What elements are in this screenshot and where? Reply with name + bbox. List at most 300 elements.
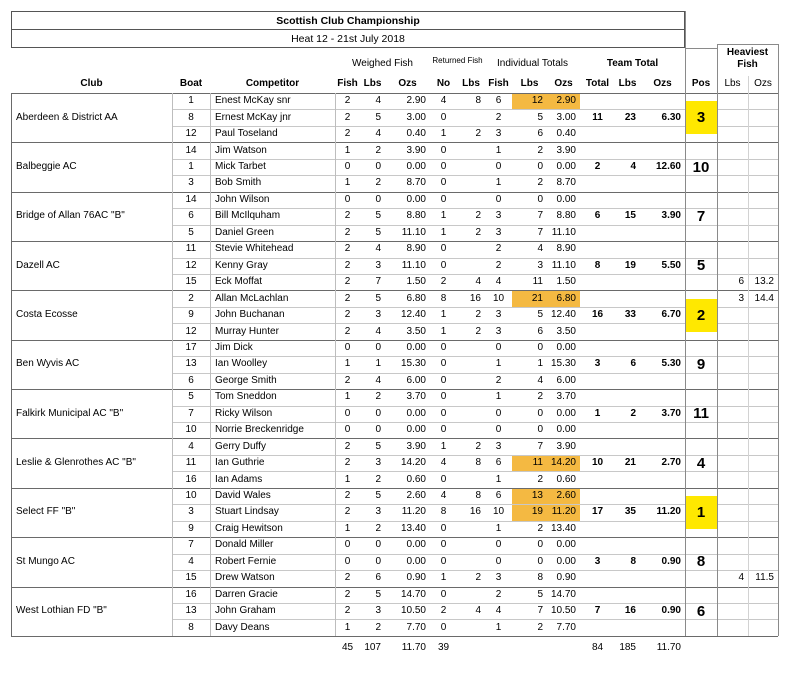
individual-ozs: 6.80 <box>547 290 580 306</box>
club-position: 9 <box>696 355 706 373</box>
weighed-ozs: 8.80 <box>406 210 426 222</box>
header-team-ozs: Ozs <box>653 78 672 89</box>
returned-lbs <box>457 619 485 635</box>
boat-number: 11 <box>185 243 197 255</box>
weighed-ozs: 8.70 <box>406 177 426 189</box>
returned-lbs: 8 <box>475 457 481 469</box>
individual-ozs: 0.00 <box>556 539 576 551</box>
individual-ozs: 12.40 <box>550 309 576 321</box>
heaviest-fish-ozs <box>748 504 778 520</box>
club-position: 4 <box>696 454 706 472</box>
header-weighed-fish: Weighed Fish <box>352 58 413 69</box>
weighed-ozs: 2.90 <box>406 95 426 107</box>
team-total-ozs: 0.90 <box>661 555 681 567</box>
weighed-ozs: 0.00 <box>406 407 426 419</box>
returned-lbs <box>457 422 485 438</box>
heaviest-fish-ozs <box>748 619 778 635</box>
heaviest-fish-lbs <box>717 521 748 537</box>
individual-ozs: 8.70 <box>556 177 576 189</box>
team-total-fish: 11 <box>592 111 603 123</box>
returned-fish-count: 0 <box>440 555 447 567</box>
individual-ozs: 11.10 <box>551 259 576 271</box>
individual-fish-count: 6 <box>495 490 502 502</box>
weighed-lbs: 5 <box>375 226 381 238</box>
pos-right-border <box>717 44 718 636</box>
returned-lbs: 8 <box>475 490 481 502</box>
heaviest-fish-lbs <box>717 504 748 520</box>
competitor-name: John Buchanan <box>215 309 285 321</box>
competitor-name: Donald Miller <box>215 539 274 551</box>
heaviest-fish-ozs <box>748 603 778 619</box>
weighed-ozs: 3.50 <box>406 325 426 337</box>
weighed-lbs: 2 <box>375 473 381 485</box>
individual-lbs: 11 <box>532 276 543 288</box>
weighed-lbs: 5 <box>375 111 381 123</box>
header-team-total: Team Total <box>606 58 659 69</box>
individual-lbs: 5 <box>537 111 543 123</box>
heaviest-fish-lbs <box>717 373 748 389</box>
weighed-fish-count: 1 <box>344 177 351 189</box>
boat-number: 12 <box>185 128 197 140</box>
total-returned-fish: 39 <box>437 642 450 653</box>
individual-lbs: 4 <box>537 243 543 255</box>
club-group-divider <box>11 488 778 489</box>
column-divider <box>172 93 173 636</box>
individual-ozs: 8.90 <box>556 243 576 255</box>
individual-lbs: 5 <box>537 309 543 321</box>
returned-lbs: 2 <box>475 226 481 238</box>
team-total-ozs: 0.90 <box>661 605 681 617</box>
individual-fish-count: 0 <box>495 407 502 419</box>
weighed-lbs: 4 <box>375 325 381 337</box>
competitor-name: Murray Hunter <box>215 325 279 337</box>
heaviest-fish-lbs <box>717 307 748 323</box>
club-group-divider <box>11 93 778 94</box>
club-position: 2 <box>685 299 717 332</box>
heaviest-fish-ozs <box>748 340 778 356</box>
heaviest-fish-lbs <box>717 225 748 241</box>
individual-lbs: 3 <box>537 259 543 271</box>
individual-ozs: 14.20 <box>547 455 580 471</box>
individual-lbs: 7 <box>537 605 543 617</box>
boat-number: 5 <box>188 226 194 238</box>
individual-ozs: 8.80 <box>556 210 576 222</box>
weighed-lbs: 3 <box>375 506 381 518</box>
heaviest-fish-lbs <box>717 356 748 372</box>
boat-number: 3 <box>188 506 194 518</box>
individual-fish-count: 1 <box>495 473 502 485</box>
weighed-ozs: 6.00 <box>406 374 426 386</box>
returned-lbs: 16 <box>469 292 481 304</box>
club-position: 6 <box>696 602 706 620</box>
returned-fish-count: 4 <box>440 457 447 469</box>
club-position: 11 <box>693 405 709 423</box>
returned-lbs: 16 <box>469 506 481 518</box>
heaviest-fish-ozs: 11.5 <box>755 572 774 584</box>
weighed-lbs: 4 <box>375 128 381 140</box>
heaviest-fish-lbs <box>717 93 748 109</box>
returned-fish-count: 4 <box>440 490 447 502</box>
weighed-fish-count: 2 <box>344 95 351 107</box>
weighed-ozs: 11.10 <box>401 226 426 238</box>
header-h-lbs: Lbs <box>724 78 741 89</box>
boat-number: 1 <box>188 95 194 107</box>
club-name: Dazell AC <box>16 259 60 271</box>
heaviest-fish-lbs: 4 <box>738 572 744 584</box>
individual-ozs: 2.60 <box>547 488 580 504</box>
competitor-name: Allan McLachlan <box>215 292 289 304</box>
heaviest-fish-ozs <box>748 422 778 438</box>
heaviest-fish-lbs <box>717 159 748 175</box>
header-w-lbs: Lbs <box>363 78 382 89</box>
returned-fish-count: 0 <box>440 161 447 173</box>
returned-fish-count: 0 <box>440 193 447 205</box>
weighed-lbs: 0 <box>375 539 381 551</box>
club-name: Falkirk Municipal AC "B" <box>16 407 124 419</box>
competitor-name: Jim Watson <box>215 144 267 156</box>
individual-lbs: 2 <box>537 522 543 534</box>
header-team-total-count: Total <box>585 78 610 89</box>
total-team-ozs: 11.70 <box>656 642 681 653</box>
boat-number: 4 <box>188 555 194 567</box>
returned-fish-count: 0 <box>440 177 447 189</box>
individual-ozs: 0.00 <box>556 555 576 567</box>
boat-number: 12 <box>185 259 197 271</box>
heaviest-fish-lbs <box>717 422 748 438</box>
returned-fish-count: 0 <box>440 358 447 370</box>
weighed-fish-count: 1 <box>344 621 351 633</box>
weighed-fish-count: 2 <box>344 128 351 140</box>
returned-lbs <box>457 406 485 422</box>
returned-lbs: 2 <box>475 572 481 584</box>
team-total-ozs: 3.90 <box>661 210 681 222</box>
returned-fish-count: 8 <box>440 506 447 518</box>
competitor-name: George Smith <box>215 374 277 386</box>
returned-fish-count: 1 <box>440 440 447 452</box>
individual-lbs: 7 <box>537 440 543 452</box>
club-position: 8 <box>696 553 706 571</box>
club-position: 10 <box>692 158 710 176</box>
returned-lbs: 2 <box>475 309 481 321</box>
total-weighed-lbs: 107 <box>364 642 381 653</box>
heaviest-fish-lbs <box>717 619 748 635</box>
weighed-lbs: 4 <box>375 374 381 386</box>
competitor-name: Daniel Green <box>215 226 274 238</box>
weighed-fish-count: 2 <box>344 210 351 222</box>
returned-lbs <box>457 109 485 125</box>
individual-lbs: 0 <box>537 407 543 419</box>
heaviest-fish-ozs <box>748 373 778 389</box>
returned-fish-count: 0 <box>440 243 447 255</box>
returned-lbs <box>457 373 485 389</box>
team-total-ozs: 6.70 <box>661 309 681 321</box>
heaviest-fish-ozs <box>748 488 778 504</box>
individual-fish-count: 2 <box>495 259 502 271</box>
returned-lbs: 4 <box>475 276 481 288</box>
competitor-name: David Wales <box>215 490 271 502</box>
weighed-fish-count: 2 <box>344 226 351 238</box>
club-name: Leslie & Glenrothes AC "B" <box>16 457 136 469</box>
heaviest-fish-lbs <box>717 389 748 405</box>
table-bottom-border <box>11 636 778 637</box>
weighed-ozs: 3.70 <box>406 391 426 403</box>
table-left-border <box>11 93 12 636</box>
weighed-lbs: 2 <box>375 144 381 156</box>
boat-number: 16 <box>185 588 197 600</box>
club-position: 1 <box>685 496 717 529</box>
individual-lbs: 0 <box>537 555 543 567</box>
individual-lbs: 7 <box>537 210 543 222</box>
weighed-fish-count: 0 <box>344 341 351 353</box>
individual-fish-count: 2 <box>495 588 502 600</box>
header-heaviest-fish: Heaviest Fish <box>726 46 769 70</box>
club-position: 5 <box>696 257 706 275</box>
team-total-fish: 8 <box>594 259 601 271</box>
weighed-fish-count: 1 <box>344 358 351 370</box>
boat-number: 13 <box>185 358 197 370</box>
header-individual-totals: Individual Totals <box>497 58 568 69</box>
individual-lbs: 0 <box>537 539 543 551</box>
boat-number: 12 <box>185 325 197 337</box>
returned-lbs <box>457 471 485 487</box>
heaviest-fish-ozs: 13.2 <box>754 276 774 288</box>
team-total-lbs: 33 <box>624 309 636 321</box>
pos-header-top <box>685 48 717 49</box>
individual-lbs: 0 <box>537 341 543 353</box>
heaviest-fish-ozs: 14.4 <box>754 292 774 304</box>
competitor-name: Bill McIlquham <box>215 210 281 222</box>
weighed-ozs: 0.00 <box>406 193 426 205</box>
competitor-name: Darren Gracie <box>215 588 278 600</box>
individual-ozs: 10.50 <box>550 605 576 617</box>
individual-lbs: 21 <box>512 290 547 306</box>
returned-lbs <box>457 389 485 405</box>
weighed-lbs: 4 <box>375 95 381 107</box>
returned-fish-count: 0 <box>440 588 447 600</box>
competitor-name: John Wilson <box>215 193 270 205</box>
individual-ozs: 11.10 <box>551 226 576 238</box>
weighed-lbs: 3 <box>375 309 381 321</box>
boat-number: 17 <box>185 341 197 353</box>
heaviest-fish-ozs <box>748 126 778 142</box>
individual-ozs: 7.70 <box>556 621 576 633</box>
returned-fish-count: 2 <box>440 605 447 617</box>
club-group-divider <box>11 192 778 193</box>
individual-fish-count: 1 <box>495 391 502 403</box>
header-returned-fish: Returned Fish <box>432 56 483 66</box>
individual-lbs: 0 <box>537 161 543 173</box>
team-total-lbs: 2 <box>630 407 636 419</box>
individual-lbs: 19 <box>512 504 547 520</box>
heaviest-fish-lbs <box>717 438 748 454</box>
individual-lbs: 2 <box>537 177 543 189</box>
individual-ozs: 15.30 <box>550 358 576 370</box>
header-h-ozs: Ozs <box>754 78 772 89</box>
weighed-lbs: 0 <box>375 341 381 353</box>
weighed-fish-count: 1 <box>344 144 351 156</box>
individual-lbs: 6 <box>537 128 543 140</box>
returned-lbs: 4 <box>475 605 481 617</box>
individual-lbs: 1 <box>537 358 543 370</box>
team-total-ozs: 6.30 <box>661 111 681 123</box>
individual-fish-count: 6 <box>495 95 502 107</box>
header-r-lbs: Lbs <box>462 78 480 89</box>
individual-ozs: 3.90 <box>556 144 576 156</box>
boat-number: 14 <box>185 144 197 156</box>
returned-fish-count: 4 <box>440 95 447 107</box>
team-total-fish: 7 <box>594 605 601 617</box>
boat-number: 9 <box>188 522 194 534</box>
returned-lbs: 2 <box>475 128 481 140</box>
total-team-lbs: 185 <box>619 642 636 653</box>
individual-fish-count: 1 <box>495 522 502 534</box>
individual-fish-count: 10 <box>492 506 505 518</box>
competitor-name: Ian Adams <box>215 473 263 485</box>
weighed-lbs: 5 <box>375 292 381 304</box>
returned-lbs: 2 <box>475 325 481 337</box>
individual-lbs: 13 <box>512 488 547 504</box>
weighed-fish-count: 2 <box>344 457 351 469</box>
returned-fish-count: 0 <box>440 473 447 485</box>
individual-fish-count: 1 <box>495 177 502 189</box>
heaviest-fish-ozs <box>748 406 778 422</box>
individual-lbs: 2 <box>537 144 543 156</box>
returned-fish-count: 1 <box>440 210 447 222</box>
club-name: Aberdeen & District AA <box>16 111 118 123</box>
competitor-name: Craig Hewitson <box>215 522 283 534</box>
team-total-ozs: 11.20 <box>656 506 681 518</box>
weighed-ozs: 14.70 <box>400 588 426 600</box>
boat-number: 16 <box>185 473 197 485</box>
heaviest-fish-lbs <box>717 603 748 619</box>
header-i-ozs: Ozs <box>554 78 573 89</box>
individual-ozs: 3.70 <box>556 391 576 403</box>
individual-fish-count: 1 <box>495 144 502 156</box>
individual-ozs: 0.40 <box>556 128 576 140</box>
heaviest-top-border <box>717 44 778 45</box>
club-name: Select FF "B" <box>16 506 76 518</box>
club-group-divider <box>11 142 778 143</box>
weighed-fish-count: 0 <box>344 555 351 567</box>
individual-ozs: 6.00 <box>556 374 576 386</box>
individual-lbs: 0 <box>537 193 543 205</box>
weighed-fish-count: 1 <box>344 391 351 403</box>
competitor-name: Davy Deans <box>215 621 270 633</box>
individual-fish-count: 6 <box>495 457 502 469</box>
weighed-ozs: 0.90 <box>406 572 426 584</box>
boat-number: 3 <box>188 177 194 189</box>
boat-number: 4 <box>188 440 194 452</box>
team-total-lbs: 8 <box>630 555 636 567</box>
club-group-divider <box>11 587 778 588</box>
weighed-fish-count: 2 <box>344 572 351 584</box>
individual-fish-count: 3 <box>495 309 502 321</box>
team-total-lbs: 21 <box>624 457 636 469</box>
weighed-fish-count: 0 <box>344 193 351 205</box>
weighed-lbs: 5 <box>375 490 381 502</box>
individual-fish-count: 0 <box>495 193 502 205</box>
club-name: Costa Ecosse <box>16 309 78 321</box>
heaviest-fish-ozs <box>748 225 778 241</box>
returned-lbs <box>457 142 485 158</box>
individual-fish-count: 0 <box>495 539 502 551</box>
heaviest-fish-lbs <box>717 208 748 224</box>
weighed-ozs: 0.00 <box>406 539 426 551</box>
team-total-fish: 6 <box>594 210 601 222</box>
sheet-subtitle: Heat 12 - 21st July 2018 <box>11 30 685 48</box>
weighed-lbs: 2 <box>375 522 381 534</box>
club-name: Balbeggie AC <box>16 161 77 173</box>
team-total-ozs: 5.50 <box>661 259 681 271</box>
weighed-lbs: 2 <box>375 177 381 189</box>
competitor-name: Tom Sneddon <box>215 391 277 403</box>
weighed-ozs: 6.80 <box>406 292 426 304</box>
weighed-fish-count: 0 <box>344 161 351 173</box>
returned-lbs: 8 <box>475 95 481 107</box>
club-name: Ben Wyvis AC <box>16 358 80 370</box>
weighed-ozs: 0.00 <box>406 161 426 173</box>
returned-fish-count: 0 <box>440 144 447 156</box>
header-boat: Boat <box>179 78 203 89</box>
weighed-lbs: 3 <box>375 605 381 617</box>
weighed-fish-count: 0 <box>344 407 351 419</box>
boat-number: 15 <box>185 572 197 584</box>
returned-fish-count: 1 <box>440 226 447 238</box>
weighed-lbs: 0 <box>375 424 381 436</box>
returned-lbs <box>457 537 485 553</box>
weighed-lbs: 3 <box>375 259 381 271</box>
team-total-fish: 3 <box>594 555 601 567</box>
individual-lbs: 2 <box>537 391 543 403</box>
total-team-fish: 84 <box>591 642 604 653</box>
individual-fish-count: 1 <box>495 358 502 370</box>
weighed-ozs: 13.40 <box>400 522 426 534</box>
boat-number: 1 <box>188 161 194 173</box>
boat-number: 6 <box>188 374 194 386</box>
weighed-ozs: 0.00 <box>406 341 426 353</box>
individual-lbs: 6 <box>537 325 543 337</box>
header-r-no: No <box>436 78 451 89</box>
returned-fish-count: 0 <box>440 374 447 386</box>
individual-lbs: 0 <box>537 424 543 436</box>
sheet-title: Scottish Club Championship <box>11 11 685 30</box>
club-group-divider <box>11 438 778 439</box>
weighed-ozs: 8.90 <box>406 243 426 255</box>
heaviest-fish-ozs <box>748 438 778 454</box>
heaviest-fish-ozs <box>748 554 778 570</box>
club-group-divider <box>11 340 778 341</box>
individual-ozs: 3.50 <box>556 325 576 337</box>
heaviest-fish-ozs <box>748 323 778 339</box>
heaviest-fish-ozs <box>748 208 778 224</box>
weighed-fish-count: 1 <box>344 522 351 534</box>
individual-ozs: 0.00 <box>556 341 576 353</box>
club-position: 3 <box>685 101 717 134</box>
returned-fish-count: 0 <box>440 539 447 551</box>
weighed-fish-count: 2 <box>344 506 351 518</box>
weighed-lbs: 5 <box>375 440 381 452</box>
heaviest-fish-lbs <box>717 323 748 339</box>
returned-fish-count: 0 <box>440 407 447 419</box>
boat-number: 11 <box>185 457 197 469</box>
heaviest-fish-lbs <box>717 488 748 504</box>
returned-fish-count: 0 <box>440 341 447 353</box>
team-total-ozs: 12.60 <box>655 161 681 173</box>
club-name: St Mungo AC <box>16 555 75 567</box>
column-divider <box>210 93 211 636</box>
heaviest-fish-lbs <box>717 142 748 158</box>
individual-fish-count: 3 <box>495 210 502 222</box>
